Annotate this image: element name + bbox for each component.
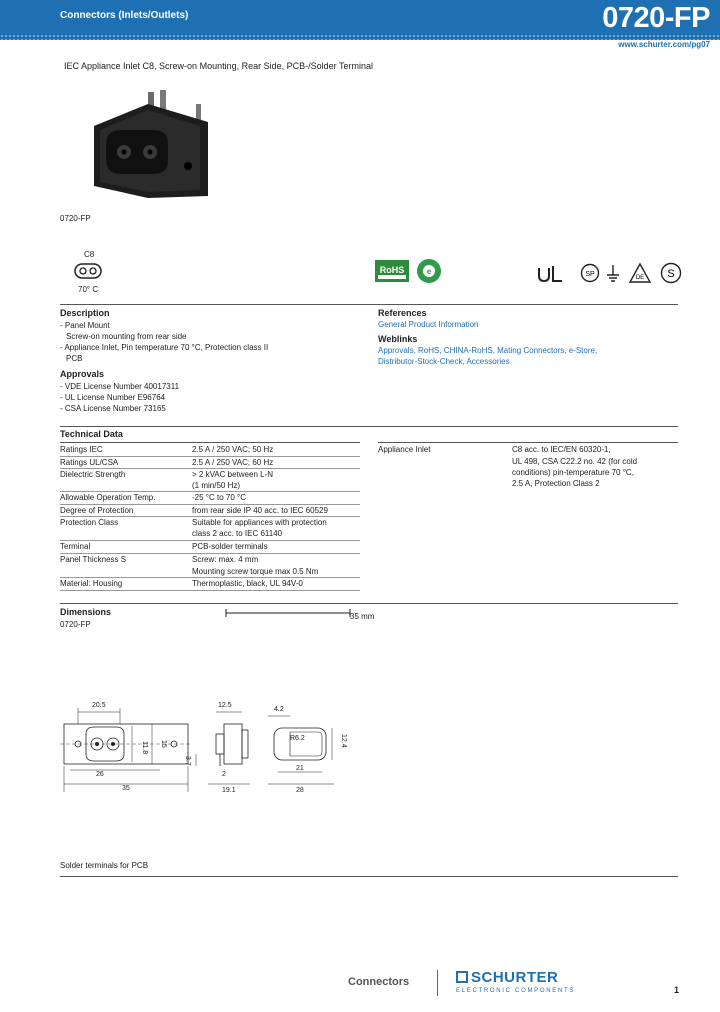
dimensions-sub: 0720-FP — [60, 620, 91, 629]
approval-item: - UL License Number E96764 — [60, 393, 166, 402]
tech-label: Dielectric Strength — [60, 470, 126, 479]
scale-label: 35 mm — [350, 612, 375, 621]
svg-text:e: e — [426, 267, 432, 276]
svg-text:S: S — [667, 268, 675, 280]
tech-value: 2.5 A / 250 VAC; 60 Hz — [192, 458, 274, 467]
vde-icon — [628, 262, 652, 284]
inlet-line: UL 498, CSA C22.2 no. 42 (for cold — [512, 457, 638, 466]
inlet-label: Appliance Inlet — [378, 445, 431, 454]
logo-subtitle: ELECTRONIC COMPONENTS — [456, 988, 576, 994]
tech-label: Protection Class — [60, 518, 119, 527]
schurter-logo — [456, 969, 558, 986]
page-number: 1 — [674, 985, 680, 995]
tech-label: Panel Thickness S — [60, 555, 127, 564]
svg-text:19.1: 19.1 — [222, 787, 236, 794]
svg-text:11.8: 11.8 — [141, 741, 148, 755]
scale-bar — [225, 608, 351, 618]
svg-text:12.4: 12.4 — [340, 734, 347, 748]
rohs-icon — [375, 260, 409, 282]
product-subtitle: IEC Appliance Inlet C8, Screw-on Mounting, Rear Side, PCB-/Solder Terminal — [64, 61, 373, 71]
product-url[interactable]: www.schurter.com/pg07 — [618, 40, 710, 49]
references-title: References — [378, 308, 427, 318]
svg-text:3.7: 3.7 — [184, 756, 191, 766]
tech-value: from rear side IP 40 acc. to IEC 60529 — [192, 506, 328, 515]
dimension-drawing — [56, 696, 396, 806]
svg-text:RoHS: RoHS — [379, 265, 405, 275]
approval-item: - CSA License Number 73165 — [60, 404, 166, 413]
technical-title: Technical Data — [60, 429, 123, 439]
tech-value: Thermoplastic, black, UL 94V-0 — [192, 579, 303, 588]
weblinks-line1[interactable]: Approvals, RoHS, CHINA-RoHS, Mating Connectors, e-Store, — [378, 346, 598, 355]
svg-text:21: 21 — [296, 765, 304, 772]
tech-value: Screw: max. 4 mm — [192, 555, 259, 564]
description-item: PCB — [66, 354, 83, 363]
tech-label: Terminal — [60, 542, 91, 551]
tech-value: > 2 kVAC between L-N — [192, 470, 274, 479]
approval-item: - VDE License Number 40017311 — [60, 382, 180, 391]
tech-value: -25 °C to 70 °C — [192, 493, 246, 502]
tech-value: (1 min/50 Hz) — [192, 481, 241, 490]
description-title: Description — [60, 308, 110, 318]
tech-value: Mounting screw torque max 0.5 Nm — [192, 567, 319, 576]
logo-icon — [456, 971, 468, 983]
tech-label: Ratings IEC — [60, 445, 103, 454]
description-item: - Appliance Inlet, Pin temperature 70 °C, Protection class II — [60, 343, 269, 352]
tech-label: Allowable Operation Temp. — [60, 493, 156, 502]
inlet-line: 2.5 A, Protection Class 2 — [512, 479, 600, 488]
svg-text:DE: DE — [635, 275, 645, 281]
ground-mark-icon — [604, 263, 622, 283]
general-info-link[interactable]: General Product Information — [378, 320, 479, 329]
tech-row-line — [60, 590, 360, 591]
section-divider — [60, 603, 678, 604]
solder-divider — [60, 876, 678, 877]
logo-text: SCHURTER — [471, 969, 559, 986]
csa-icon — [580, 263, 600, 283]
china-rohs-icon — [415, 258, 443, 284]
svg-text:15: 15 — [160, 740, 167, 748]
svg-text:12.5: 12.5 — [218, 702, 232, 709]
product-photo — [88, 86, 218, 206]
approvals-list — [60, 381, 179, 414]
c8-symbol-icon — [74, 262, 104, 280]
tech-table-rule — [60, 442, 360, 443]
s-mark-icon — [660, 262, 682, 284]
inlet-line: C8 acc. to IEC/EN 60320-1, — [512, 445, 611, 454]
photo-caption: 0720-FP — [60, 214, 91, 223]
symbol-type: C8 — [84, 250, 95, 259]
tech-label: Degree of Protection — [60, 506, 134, 515]
tech-value: class 2 acc. to IEC 61140 — [192, 529, 283, 538]
tech-label: Ratings UL/CSA — [60, 458, 119, 467]
svg-text:2: 2 — [222, 771, 226, 778]
description-item: - Panel Mount — [60, 321, 110, 330]
svg-text:35: 35 — [122, 785, 130, 792]
inlet-table-rule — [378, 442, 678, 443]
symbol-temp: 70° C — [78, 285, 99, 294]
tech-value: Suitable for appliances with protection — [192, 518, 327, 527]
approvals-title: Approvals — [60, 369, 105, 379]
ul-recognized-icon — [536, 264, 566, 284]
svg-text:28: 28 — [296, 787, 304, 794]
footer-divider — [437, 970, 438, 996]
description-list — [60, 320, 268, 364]
section-divider — [60, 426, 678, 427]
dimensions-title: Dimensions — [60, 607, 112, 617]
section-divider — [60, 304, 678, 305]
svg-text:26: 26 — [96, 771, 104, 778]
svg-text:R6.2: R6.2 — [290, 735, 305, 742]
category-title: Connectors (Inlets/Outlets) — [60, 10, 189, 21]
tech-value: PCB-solder terminals — [192, 542, 268, 551]
description-item: Screw-on mounting from rear side — [66, 332, 187, 341]
inlet-line: conditions) pin-temperature 70 °C, — [512, 468, 634, 477]
product-code: 0720-FP — [602, 2, 710, 34]
tech-value: 2.5 A / 250 VAC; 50 Hz — [192, 445, 274, 454]
weblinks-line2[interactable]: Distributor-Stock-Check, Accessories — [378, 357, 510, 366]
tech-label: Material: Housing — [60, 579, 123, 588]
solder-caption: Solder terminals for PCB — [60, 861, 149, 870]
svg-text:4.2: 4.2 — [274, 706, 284, 713]
svg-text:SP: SP — [585, 271, 595, 278]
footer-section: Connectors — [348, 976, 410, 988]
svg-text:20.5: 20.5 — [92, 702, 106, 709]
weblinks-title: Weblinks — [378, 334, 418, 344]
